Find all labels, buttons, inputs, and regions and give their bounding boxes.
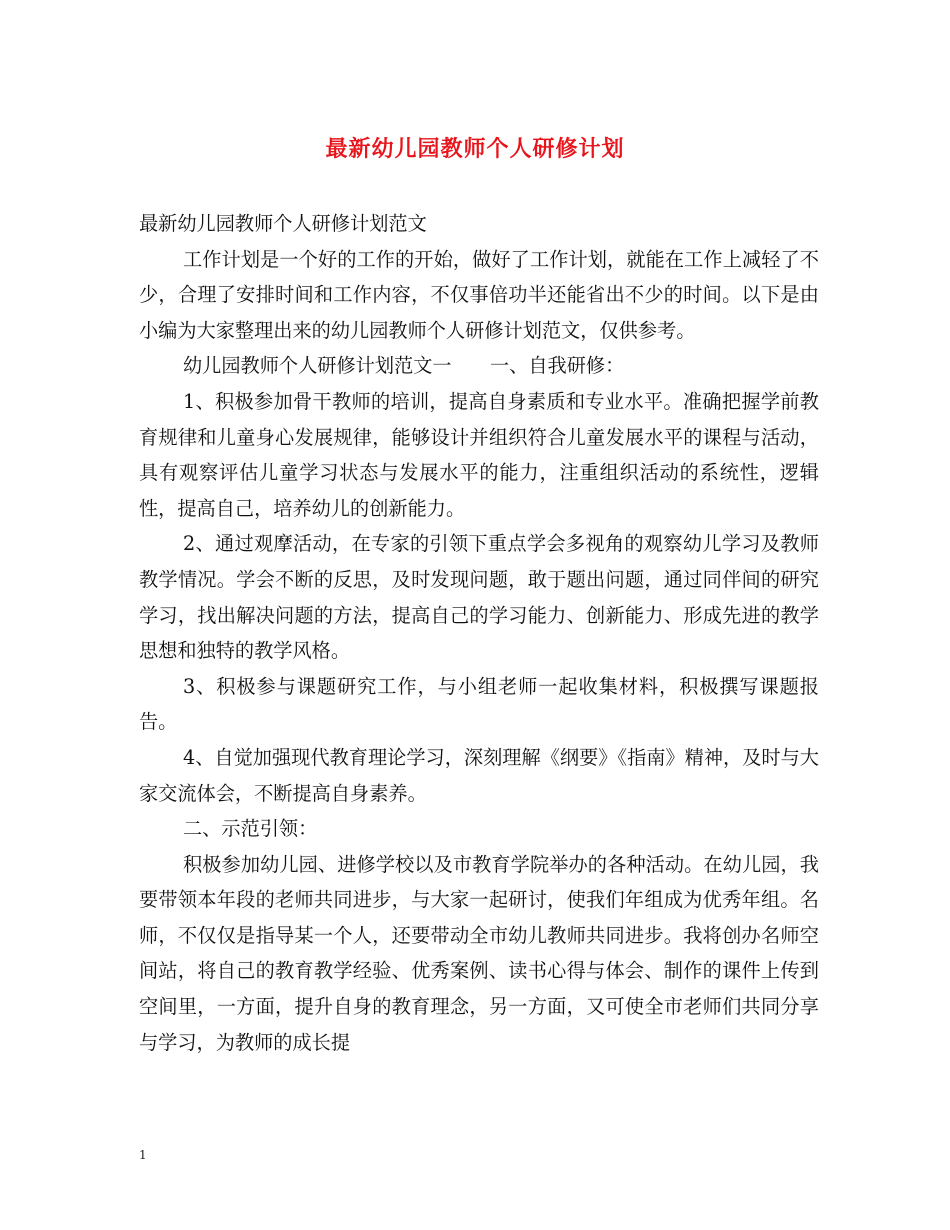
page-number: 1 [139, 1148, 147, 1162]
document-body [139, 206, 819, 1060]
paragraph-item-1: 1、积极参加骨干教师的培训，提高自身素质和专业水平。准确把握学前教育规律和儿童身心发展规律，能够设计并组织符合儿童发展水平的课程与活动，具有观察评估儿童学习状态与发展水平的能力，注重组织活动的系统性，逻辑性，提高自己，培养幼儿的创新能力。 [139, 389, 819, 520]
section-heading-demonstration: 二、示范引领： [183, 817, 318, 841]
section-heading-self-study: 幼儿园教师个人研修计划范文一 一、自我研修： [183, 354, 625, 378]
paragraph-item-2: 2、通过观摩活动，在专家的引领下重点学会多视角的观察幼儿学习及教师教学情况。学会不断的反思，及时发现问题，敢于题出问题，通过同伴间的研究学习，找出解决问题的方法，提高自己的学习能力、创新能力、形成先进的教学思想和独特的教学风格。 [139, 532, 819, 663]
paragraph-intro: 工作计划是一个好的工作的开始，做好了工作计划，就能在工作上减轻了不少，合理了安排时间和工作内容，不仅事倍功半还能省出不少的时间。以下是由小编为大家整理出来的幼儿园教师个人研修计划范文，仅供参考。 [139, 247, 819, 342]
paragraph-item-3: 3、积极参与课题研究工作，与小组老师一起收集材料，积极撰写课题报告。 [139, 674, 819, 734]
subtitle-line: 最新幼儿园教师个人研修计划范文 [139, 212, 427, 235]
document-title: 最新幼儿园教师个人研修计划 [325, 136, 625, 162]
paragraph-demonstration: 积极参加幼儿园、进修学校以及市教育学院举办的各种活动。在幼儿园，我要带领本年段的老师共同进步，与大家一起研讨，使我们年组成为优秀年组。名师，不仅仅是指导某一个人，还要带动全市幼儿教师共同进步。我将创办名师空间站，将自己的教育教学经验、优秀案例、读书心得与体会、制作的课件上传到空间里，一方面，提升自身的教育理念，另一方面，又可使全市老师们共同分享与学习，为教师的成长提 [139, 852, 819, 1054]
paragraph-item-4: 4、自觉加强现代教育理论学习，深刻理解《纲要》《指南》精神，及时与大家交流体会，不断提高自身素养。 [139, 745, 819, 805]
